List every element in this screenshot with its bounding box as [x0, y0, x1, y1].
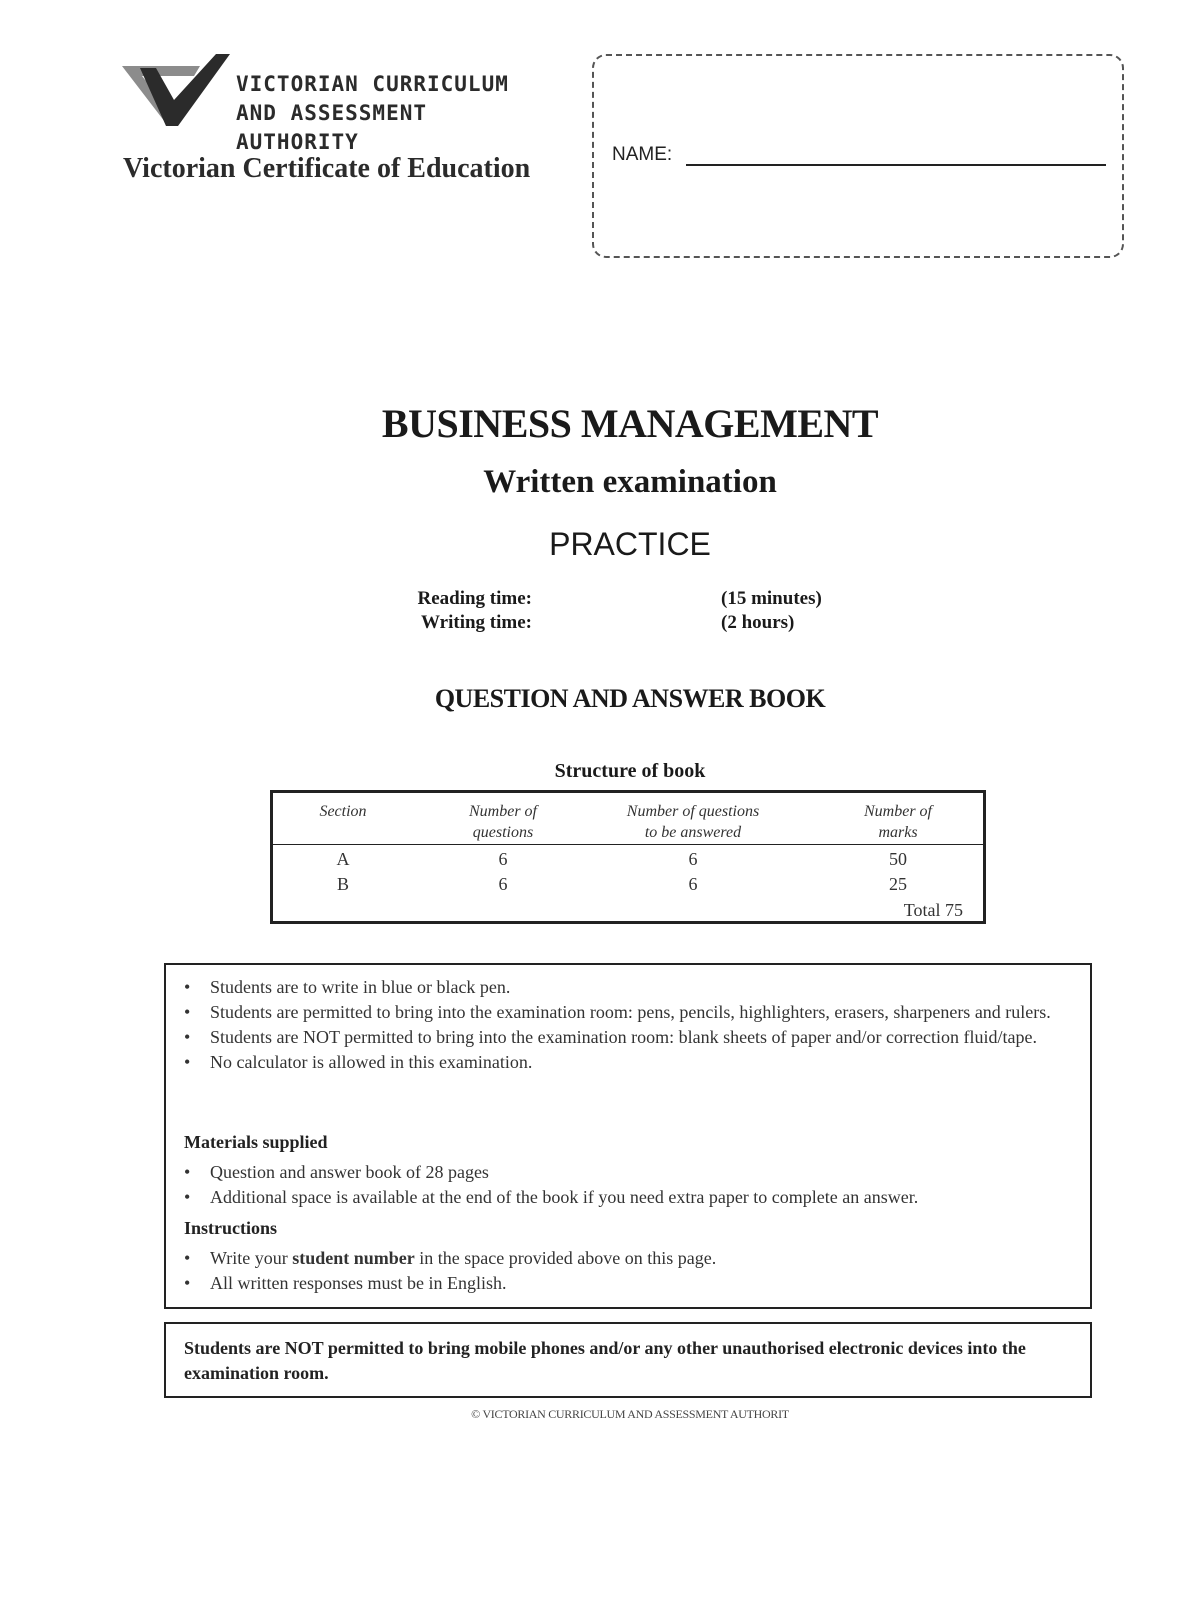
column-header-marks [803, 801, 993, 843]
list-item: • No calculator is allowed in this examination. [166, 1050, 1066, 1075]
header-line: Section [319, 803, 367, 820]
certificate-title: Victorian Certificate of Education [123, 153, 531, 184]
instruction-text: in the space provided above on this page. [414, 1248, 717, 1268]
logo-wordmark [236, 70, 540, 157]
column-header-to-answer [593, 801, 793, 843]
table-cell: 25 [889, 874, 907, 894]
practice-label: PRACTICE [549, 526, 711, 562]
warning-text: Students are NOT permitted to bring mobile phones and/or any other unauthorised electronic devices into the examination room. [184, 1338, 1026, 1383]
list-item [166, 1246, 1066, 1271]
instructions-heading: Instructions [184, 1218, 278, 1238]
time-value: (15 minutes) [721, 588, 822, 609]
table-cell: 50 [889, 849, 907, 869]
materials-heading: Materials supplied [184, 1132, 328, 1152]
logo-line-2: AND ASSESSMENT AUTHORITY [236, 101, 428, 154]
instructions-list [166, 1246, 1066, 1296]
header-line: marks [878, 824, 918, 841]
name-label: NAME: [612, 144, 673, 165]
table-cell: 6 [688, 849, 698, 869]
structure-table [270, 790, 986, 924]
header-divider [273, 844, 983, 845]
student-number-emphasis: student number [292, 1248, 415, 1268]
reading-time-row [0, 588, 1200, 614]
student-name-box [592, 54, 1124, 258]
rules-list [166, 975, 1066, 1075]
materials-list [166, 1160, 1066, 1210]
exam-subtitle: Written examination [483, 464, 777, 500]
warning-box [164, 1322, 1092, 1398]
list-item: • All written responses must be in English. [166, 1271, 1066, 1296]
instruction-text: Write your [210, 1248, 293, 1268]
structure-title: Structure of book [554, 760, 706, 782]
name-field[interactable] [686, 164, 1106, 166]
table-cell: 6 [688, 874, 698, 894]
marks-total: Total 75 [903, 900, 963, 920]
subject-title: BUSINESS MANAGEMENT [381, 401, 879, 446]
table-cell: B [336, 874, 349, 894]
table-cell: 6 [498, 849, 508, 869]
list-item: • Additional space is available at the end of the book if you need extra paper to complete an answer. [166, 1185, 1066, 1210]
column-header-questions [443, 801, 563, 843]
time-label: Writing time: [421, 612, 532, 633]
header-line: Number of [864, 803, 932, 820]
list-item: • Students are NOT permitted to bring into the examination room: blank sheets of paper and/or correction fluid/tape. [166, 1025, 1066, 1050]
time-value: (2 hours) [721, 612, 795, 633]
list-item: • Students are to write in blue or black pen. [166, 975, 1066, 1000]
logo-line-1: VICTORIAN CURRICULUM [236, 72, 509, 96]
writing-time-row [0, 612, 1200, 638]
vcaa-logo [120, 54, 540, 154]
book-title: QUESTION AND ANSWER BOOK [434, 684, 826, 713]
table-cell: A [336, 849, 350, 869]
header-line: to be answered [644, 824, 742, 841]
time-label: Reading time: [417, 588, 532, 609]
vcaa-checkmark-logo-icon [120, 54, 238, 126]
table-cell: 6 [498, 874, 508, 894]
header-line: Number of questions [626, 803, 760, 820]
header-line: questions [472, 824, 534, 841]
header-line: Number of [469, 803, 537, 820]
instructions-box [164, 963, 1092, 1309]
list-item: • Students are permitted to bring into the examination room: pens, pencils, highlighters, erasers, sharpeners and rulers. [166, 1000, 1066, 1025]
list-item: • Question and answer book of 28 pages [166, 1160, 1066, 1185]
column-header-section [293, 801, 393, 822]
copyright-notice: © VICTORIAN CURRICULUM AND ASSESSMENT AUTHORIT [471, 1407, 789, 1421]
